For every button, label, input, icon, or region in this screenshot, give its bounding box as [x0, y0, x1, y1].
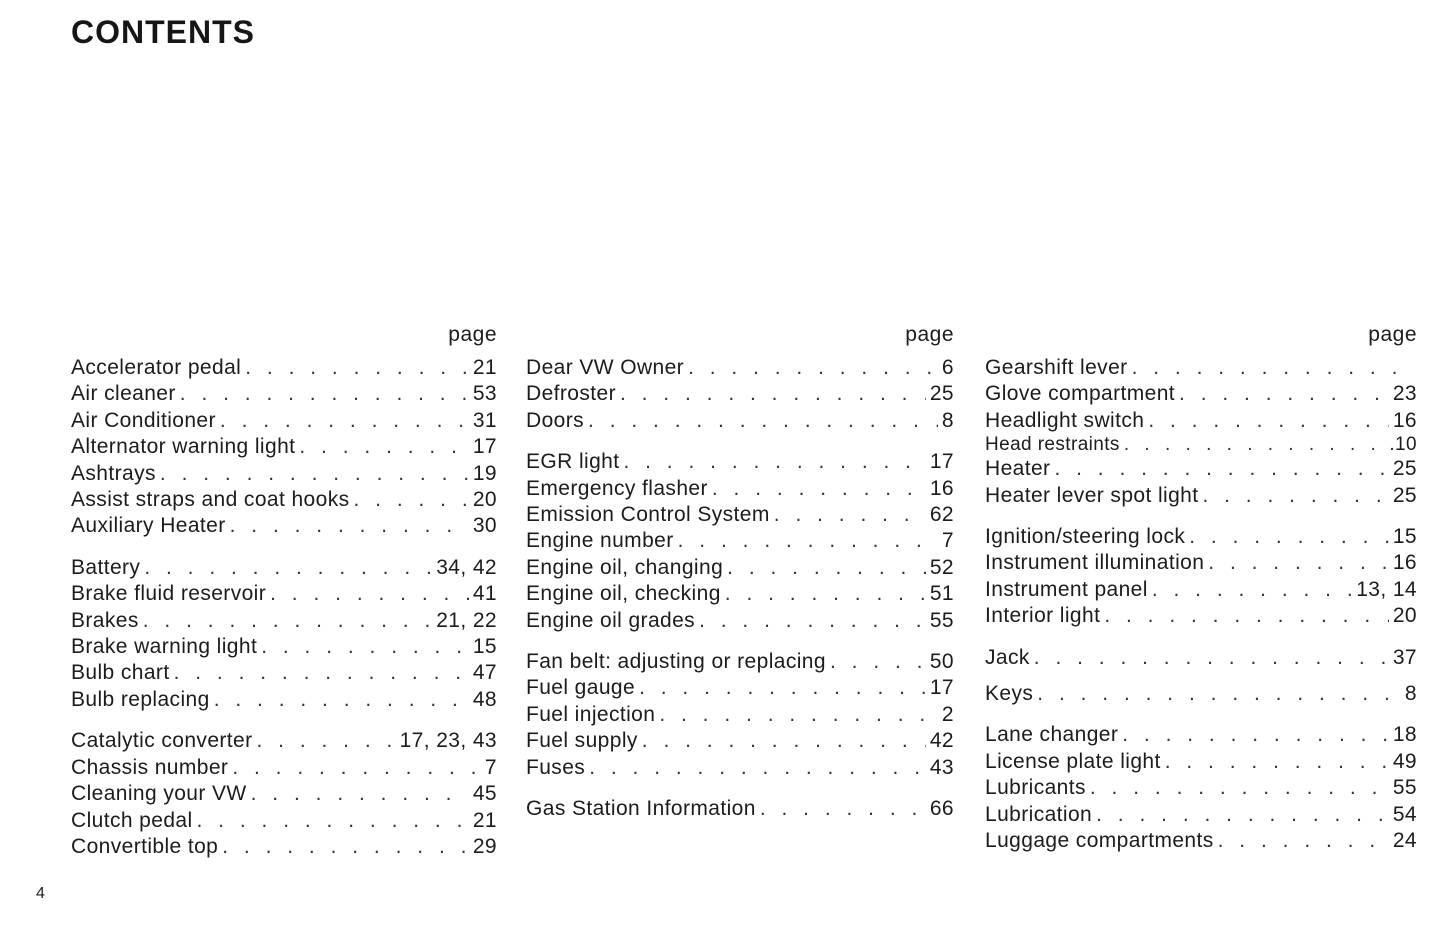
leader-dots: [299, 434, 468, 460]
entry-page: 16: [1392, 408, 1417, 432]
entry-label: Defroster: [526, 382, 616, 406]
entry-page: 24: [1392, 829, 1417, 853]
entry-page: 47: [472, 661, 497, 685]
leader-dots: [1208, 550, 1389, 576]
entry-page: 54: [1392, 802, 1417, 826]
index-entry[interactable]: [985, 828, 1417, 854]
entry-label: Doors: [526, 408, 585, 432]
entry-page: 16: [929, 476, 954, 500]
index-group-f: [526, 649, 954, 781]
entry-label: Emergency flasher: [526, 476, 708, 500]
entry-page: 52: [929, 555, 954, 579]
entry-page: 2: [941, 702, 954, 726]
leader-dots: [712, 476, 926, 502]
index-entry[interactable]: [985, 603, 1417, 629]
entry-label: Head restraints: [985, 434, 1120, 456]
index-entry[interactable]: [985, 802, 1417, 828]
entry-label: Bulb chart: [71, 661, 170, 685]
entry-label: Lane changer: [985, 723, 1119, 747]
leader-dots: [1218, 828, 1389, 854]
leader-dots: [222, 834, 469, 860]
leader-dots: [1132, 355, 1413, 381]
leader-dots: [725, 581, 926, 607]
leader-dots: [642, 728, 926, 754]
index-entry[interactable]: [985, 577, 1417, 603]
entry-page: 29: [472, 834, 497, 858]
leader-dots: [1179, 381, 1389, 407]
entry-label: Accelerator pedal: [71, 356, 242, 379]
page-number: 4: [36, 885, 45, 902]
index-entry[interactable]: [985, 355, 1417, 381]
index-entry[interactable]: [526, 702, 954, 728]
index-entry[interactable]: [71, 687, 497, 713]
entry-page: 41: [472, 582, 497, 606]
entry-label: Battery: [71, 555, 141, 579]
leader-dots: [1104, 603, 1389, 629]
leader-dots: [1148, 408, 1389, 434]
leader-dots: [174, 660, 469, 686]
index-entry[interactable]: [985, 645, 1417, 671]
index-entry[interactable]: [71, 408, 497, 434]
leader-dots: [1122, 722, 1389, 748]
index-entry[interactable]: [526, 449, 954, 475]
leader-dots: [257, 728, 396, 754]
entry-page: 15: [472, 635, 497, 659]
index-group-a: [71, 355, 497, 540]
leader-dots: [1189, 524, 1389, 550]
entry-page: 43: [929, 755, 954, 779]
entry-page: 16: [1392, 551, 1417, 575]
contents-column-3: [985, 322, 1417, 870]
index-group-b: [71, 555, 497, 713]
entry-page: 50: [929, 650, 954, 674]
entry-label: Alternator warning light: [71, 435, 296, 459]
entry-label: EGR light: [526, 450, 620, 474]
index-entry[interactable]: [985, 681, 1417, 707]
leader-dots: [1152, 577, 1352, 603]
leader-dots: [214, 687, 469, 713]
entry-label: Emission Control System: [526, 503, 770, 527]
entry-label: Brake warning light: [71, 635, 258, 659]
leader-dots: [245, 355, 469, 381]
entry-label: Lubrication: [985, 802, 1093, 826]
entry-page: 55: [929, 608, 954, 632]
leader-dots: [220, 408, 469, 434]
index-group-l: [985, 722, 1417, 854]
entry-label: Fan belt: adjusting or replacing: [526, 650, 826, 674]
index-group-i: [985, 524, 1417, 630]
index-entry[interactable]: [526, 755, 954, 781]
contents-column-2: [526, 322, 954, 838]
entry-label: Convertible top: [71, 834, 219, 858]
entry-label: Glove compartment: [985, 382, 1176, 406]
entry-label: Heater: [985, 457, 1051, 481]
entry-label: Ignition/steering lock: [985, 525, 1186, 549]
entry-label: Ashtrays: [71, 461, 156, 485]
entry-page: 25: [1392, 483, 1417, 507]
leader-dots: [678, 528, 938, 554]
leader-dots: [1165, 749, 1389, 775]
index-group-d: [526, 355, 954, 434]
entry-label: Keys: [985, 682, 1034, 706]
entry-page: 51: [929, 582, 954, 606]
entry-label: Catalytic converter: [71, 729, 253, 753]
entry-page: 66: [929, 797, 954, 821]
entry-label: Cleaning your VW: [71, 782, 247, 806]
entry-page: 17: [929, 450, 954, 474]
leader-dots: [760, 796, 926, 822]
index-entry[interactable]: [526, 649, 954, 675]
index-entry[interactable]: [71, 513, 497, 539]
index-group-j: [985, 645, 1417, 708]
entry-label: Heater lever spot light: [985, 483, 1199, 507]
index-entry[interactable]: [526, 728, 954, 754]
index-entry[interactable]: [526, 675, 954, 701]
index-entry[interactable]: [985, 408, 1417, 434]
entry-label: Fuel injection: [526, 702, 656, 726]
index-entry[interactable]: [71, 755, 497, 781]
leader-dots: [160, 461, 469, 487]
leader-dots: [261, 634, 469, 660]
entry-label: Brakes: [71, 608, 139, 632]
entry-page: 17: [929, 676, 954, 700]
entry-page: 19: [472, 461, 497, 485]
index-entry[interactable]: [71, 581, 497, 607]
entry-page: 13, 14: [1356, 577, 1417, 601]
leader-dots: [251, 781, 469, 807]
entry-page: 45: [472, 782, 497, 806]
index-entry[interactable]: [985, 434, 1417, 456]
leader-dots: [1054, 456, 1388, 482]
entry-label: Dear VW Owner: [526, 356, 685, 379]
contents-column-1: [71, 322, 497, 875]
page-column-header: page: [448, 323, 497, 346]
leader-dots: [588, 408, 938, 434]
index-entry[interactable]: [71, 608, 497, 634]
entry-label: Auxiliary Heater: [71, 514, 226, 538]
leader-dots: [354, 487, 469, 513]
entry-label: License plate light: [985, 749, 1161, 773]
leader-dots: [143, 608, 432, 634]
leader-dots: [659, 702, 938, 728]
entry-label: Brake fluid reservoir: [71, 582, 267, 606]
index-entry[interactable]: [526, 408, 954, 434]
index-entry[interactable]: [526, 502, 954, 528]
entry-page: 21: [472, 356, 497, 379]
leader-dots: [180, 381, 469, 407]
entry-label: Air Conditioner: [71, 408, 216, 432]
entry-page: 23: [1392, 382, 1417, 406]
leader-dots: [1090, 775, 1389, 801]
index-entry[interactable]: [71, 660, 497, 686]
entry-page: 25: [929, 382, 954, 406]
leader-dots: [699, 608, 926, 634]
entry-label: Clutch pedal: [71, 808, 193, 832]
entry-page: 34, 42: [436, 555, 497, 579]
entry-page: 7: [484, 755, 497, 779]
leader-dots: [623, 449, 925, 475]
entry-label: Fuel supply: [526, 729, 638, 753]
index-group-e: [526, 449, 954, 634]
index-entry[interactable]: [526, 381, 954, 407]
entry-page: 17: [472, 435, 497, 459]
entry-label: Bulb replacing: [71, 687, 210, 711]
leader-dots: [727, 555, 926, 581]
entry-label: Interior light: [985, 604, 1101, 628]
leader-dots: [830, 649, 926, 675]
page-title: CONTENTS: [71, 14, 255, 50]
entry-label: Luggage compartments: [985, 829, 1214, 853]
entry-page: 48: [472, 687, 497, 711]
entry-label: Fuel gauge: [526, 676, 636, 700]
index-entry[interactable]: [71, 381, 497, 407]
index-entry[interactable]: [985, 775, 1417, 801]
entry-page: 30: [472, 514, 497, 538]
entry-label: Gas Station Information: [526, 797, 756, 821]
entry-page: 21, 22: [436, 608, 497, 632]
entry-page: 7: [941, 529, 954, 553]
leader-dots: [144, 555, 432, 581]
entry-label: Gearshift lever: [985, 356, 1128, 379]
leader-dots: [688, 355, 938, 381]
entry-label: Instrument illumination: [985, 551, 1205, 575]
index-entry[interactable]: [526, 476, 954, 502]
entry-page: 17, 23, 43: [399, 729, 497, 753]
entry-page: 25: [1392, 457, 1417, 481]
entry-page: 8: [941, 408, 954, 432]
page-column-header: page: [905, 323, 954, 346]
entry-page: 62: [929, 503, 954, 527]
index-entry[interactable]: [71, 781, 497, 807]
entry-page: 6: [941, 356, 954, 379]
entry-page: 18: [1392, 723, 1417, 747]
entry-page: 20: [472, 488, 497, 512]
index-entry[interactable]: [985, 483, 1417, 509]
index-entry[interactable]: [526, 796, 954, 822]
entry-page: .10: [1389, 434, 1417, 456]
leader-dots: [270, 581, 469, 607]
index-group-g: [526, 796, 954, 822]
entry-label: Chassis number: [71, 755, 229, 779]
leader-dots: [232, 755, 481, 781]
index-entry[interactable]: [71, 555, 497, 581]
index-entry[interactable]: [71, 634, 497, 660]
entry-label: Lubricants: [985, 776, 1086, 800]
entry-label: Instrument panel: [985, 577, 1148, 601]
leader-dots: [1037, 681, 1401, 707]
index-entry[interactable]: [526, 608, 954, 634]
index-entry[interactable]: [526, 581, 954, 607]
entry-label: Fuses: [526, 755, 586, 779]
entry-page: 42: [929, 729, 954, 753]
leader-dots: [639, 675, 926, 701]
entry-label: Air cleaner: [71, 382, 176, 406]
leader-dots: [1034, 645, 1389, 671]
leader-dots: [197, 808, 469, 834]
entry-label: Jack: [985, 645, 1030, 669]
index-entry[interactable]: [985, 722, 1417, 748]
entry-label: Engine oil grades: [526, 608, 696, 632]
index-entry[interactable]: [71, 487, 497, 513]
leader-dots: [230, 513, 469, 539]
entry-label: Headlight switch: [985, 408, 1145, 432]
entry-label: Engine oil, changing: [526, 555, 724, 579]
entry-page: 8: [1404, 682, 1417, 706]
index-entry[interactable]: [71, 728, 497, 754]
entry-label: Engine oil, checking: [526, 582, 721, 606]
index-entry[interactable]: [71, 834, 497, 860]
index-group-c: [71, 728, 497, 860]
leader-dots: [1124, 434, 1386, 456]
index-entry[interactable]: [526, 528, 954, 554]
entry-page: 15: [1392, 525, 1417, 549]
entry-page: 20: [1392, 604, 1417, 628]
leader-dots: [589, 755, 926, 781]
leader-dots: [1202, 483, 1388, 509]
leader-dots: [774, 502, 926, 528]
entry-label: Engine number: [526, 529, 674, 553]
page-column-header: page: [1368, 323, 1417, 346]
entry-page: 49: [1392, 749, 1417, 773]
index-entry[interactable]: [985, 524, 1417, 550]
index-entry[interactable]: [985, 550, 1417, 576]
leader-dots: [1096, 802, 1389, 828]
index-group-h: [985, 355, 1417, 509]
index-entry[interactable]: [71, 434, 497, 460]
index-entry[interactable]: [985, 456, 1417, 482]
entry-label: Assist straps and coat hooks: [71, 488, 350, 512]
index-entry[interactable]: [526, 555, 954, 581]
entry-page: 21: [472, 808, 497, 832]
entry-page: 37: [1392, 645, 1417, 669]
index-entry[interactable]: [526, 355, 954, 381]
index-entry[interactable]: [985, 749, 1417, 775]
leader-dots: [620, 381, 926, 407]
entry-page: 31: [472, 408, 497, 432]
entry-page: 55: [1392, 776, 1417, 800]
index-entry[interactable]: [71, 808, 497, 834]
index-entry[interactable]: [71, 461, 497, 487]
index-entry[interactable]: [71, 355, 497, 381]
entry-page: 53: [472, 382, 497, 406]
index-entry[interactable]: [985, 381, 1417, 407]
